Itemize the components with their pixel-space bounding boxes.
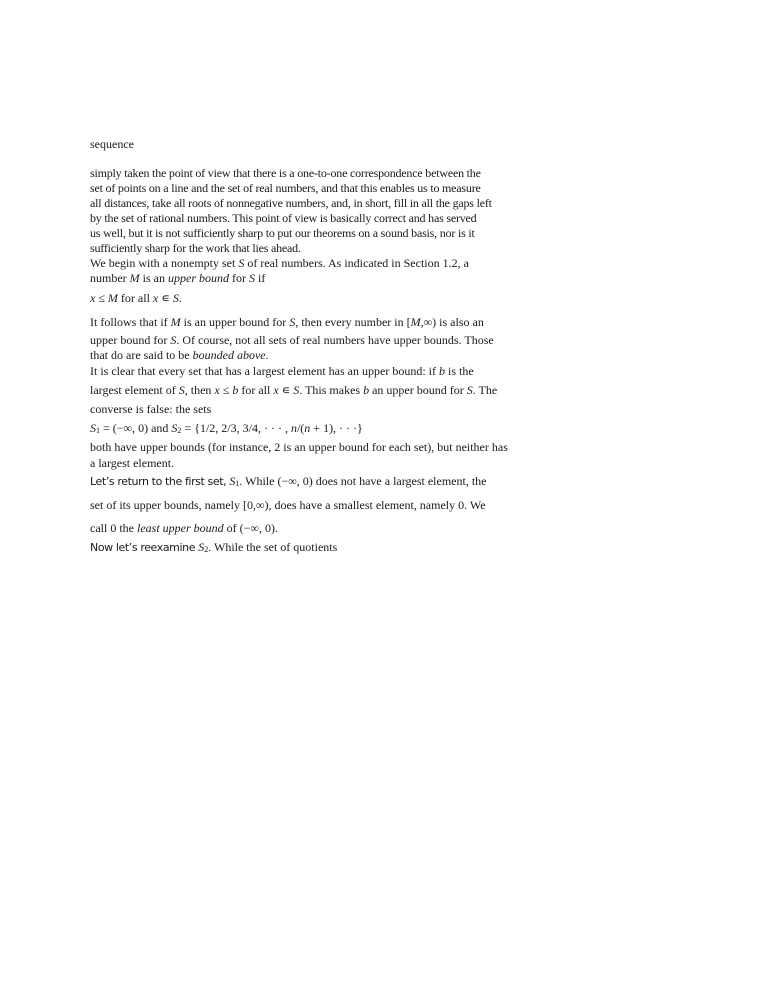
- formula-line: x ≤ M for all x ∊ S.: [90, 291, 182, 305]
- text-line: It is clear that every set that has a largest element has an upper bound: if b is the: [90, 364, 474, 378]
- text-line: set of its upper bounds, namely [0,∞), does have a smallest element, namely 0. We: [90, 498, 486, 512]
- text-line: sufficiently sharp for the work that lies ahead.: [90, 241, 301, 255]
- text-line: all distances, take all roots of nonnegative numbers, and, in short, fill in all the gaps left: [90, 196, 492, 210]
- text-line: number M is an upper bound for S if: [90, 271, 266, 285]
- text-line: converse is false: the sets: [90, 402, 212, 416]
- text-line: It follows that if M is an upper bound for S, then every number in [M,∞) is also an: [90, 315, 484, 329]
- text-line: simply taken the point of view that there is a one-to-one correspondence between the: [90, 166, 481, 180]
- text-line: set of points on a line and the set of real numbers, and that this enables us to measure: [90, 181, 481, 195]
- text-line: upper bound for S. Of course, not all sets of real numbers have upper bounds. Those: [90, 333, 494, 347]
- text-line: both have upper bounds (for instance, 2 is an upper bound for each set), but neither has: [90, 440, 508, 454]
- text-line: by the set of rational numbers. This point of view is basically correct and has served: [90, 211, 477, 225]
- text-line: Let’s return to the first set, $S_1$. While (−∞, 0) does not have a largest element, the: [90, 474, 487, 488]
- paragraph-7: Now let’s reexamine $S_2$. While the set of quotients: [90, 540, 338, 554]
- text-line: We begin with a nonempty set S of real numbers. As indicated in Section 1.2, a: [90, 256, 469, 270]
- text-line: us well, but it is not sufficiently sharp to put our theorems on a sound basis, nor is it: [90, 226, 475, 240]
- header-word: sequence: [90, 137, 134, 151]
- text-line: largest element of S, then x ≤ b for all x ∊ S. This makes b an upper bound for S. The: [90, 383, 498, 397]
- text-line: call 0 the least upper bound of (−∞, 0).: [90, 521, 278, 535]
- sets-definition-line: $S_1$ = (−∞, 0) and $S_2 = \{1/2$, 2/3, 3/4, · · · , n/(n + 1), · · ·}: [90, 421, 363, 435]
- text-line: that do are said to be bounded above.: [90, 348, 269, 362]
- text-line: a largest element.: [90, 456, 175, 470]
